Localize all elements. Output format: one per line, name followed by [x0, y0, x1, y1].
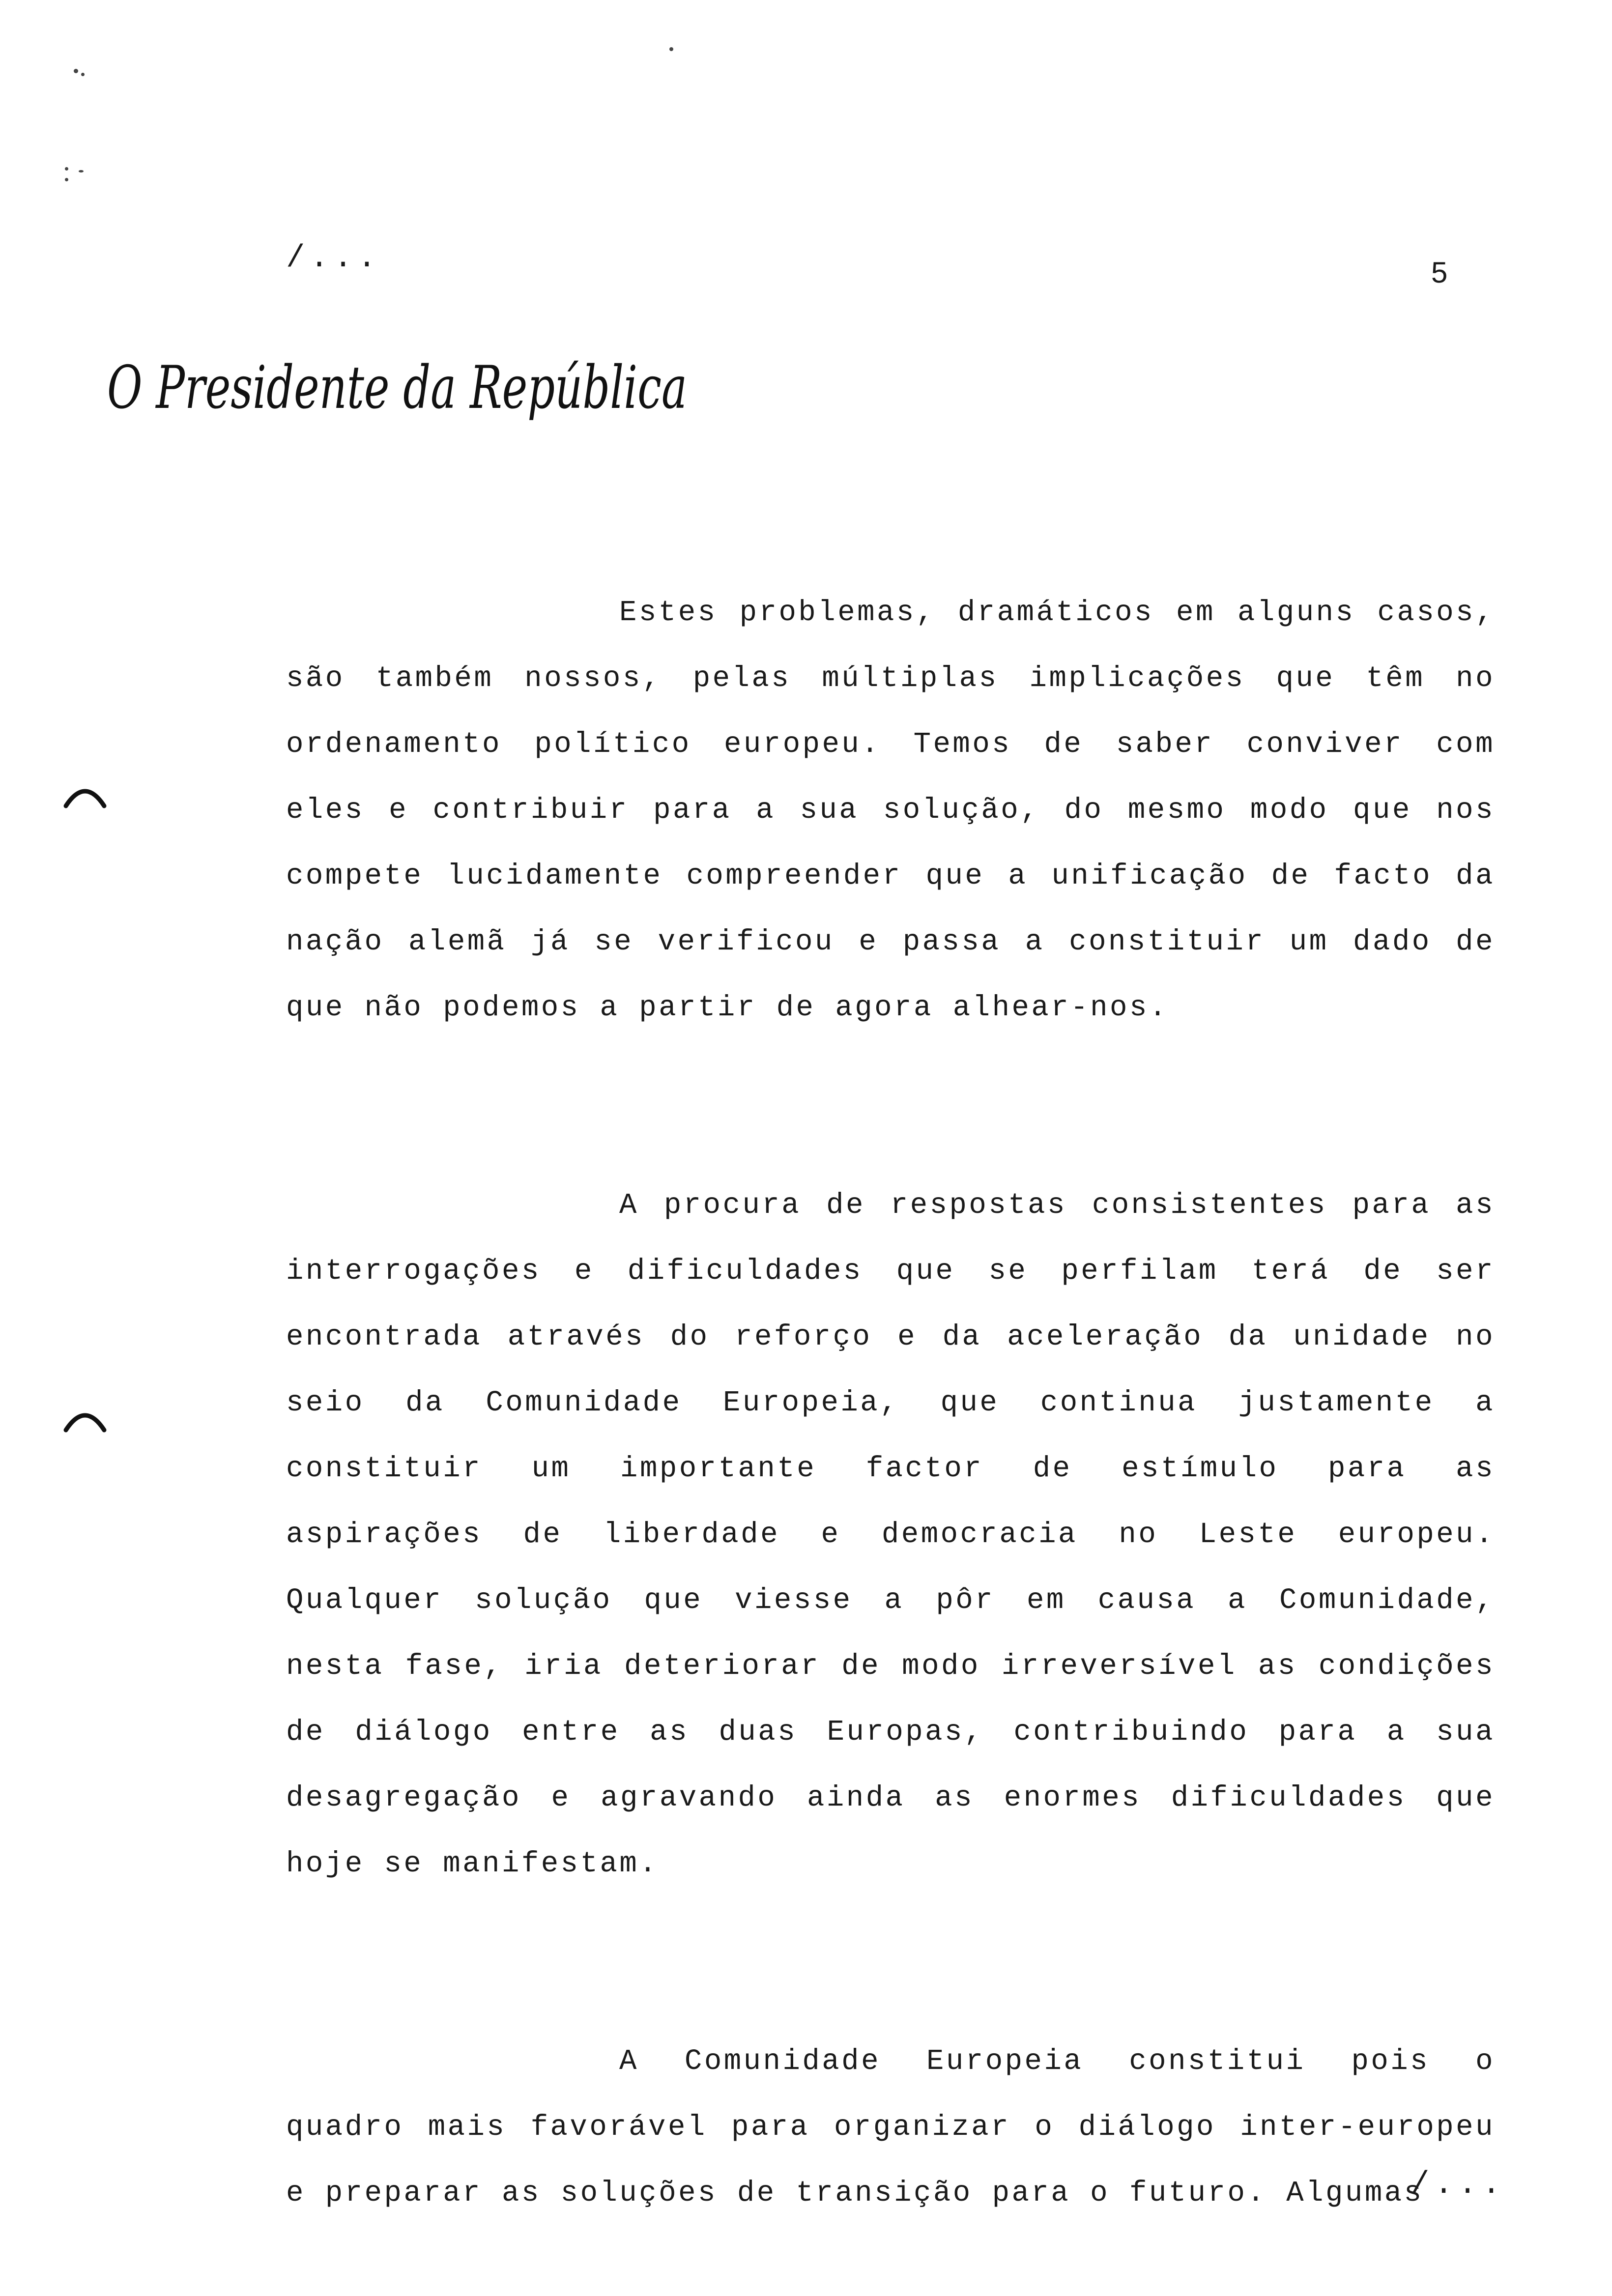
scan-speck [74, 69, 78, 73]
document-body [286, 580, 1495, 2226]
paragraph: A Comunidade Europeia constitui pois o quadro mais favorável para organizar o diálogo inter-europeu e preparar as soluções de transição para o futuro. Algumas [286, 2045, 1495, 2210]
scan-speck [669, 47, 673, 51]
page-number: 5 [1431, 256, 1448, 289]
paragraph: A procura de respostas consistentes para as interrogações e dificuldades que se perfilam terá de ser encontrada através do reforço e da aceleração da unidade no seio da Comunidade Europeia, que continua justamente a constituir um importante factor de estímulo para as aspirações de liberdade e democracia no Leste europeu. Qualquer solução que viesse a pôr em causa a Comunidade, nesta fase, iria deteriorar de modo irreversível as condições de diálogo entre as duas Europas, contribuindo para a sua desagregação e agravando ainda as enormes dificuldades que hoje se manifestam. [286, 1189, 1495, 1880]
scan-speck [65, 178, 68, 181]
continuation-mark-top: /... [286, 241, 381, 276]
punch-hole-mark [63, 781, 107, 811]
scan-speck [79, 170, 84, 172]
paragraph: Estes problemas, dramáticos em alguns casos, são também nossos, pelas múltiplas implicações que têm no ordenamento político europeu. Temos de saber conviver com eles e contribuir para a sua solução, do mesmo modo que nos compete lucidamente compreender que a unificação de facto da nação alemã já se verificou e passa a constituir um dado de que não podemos a partir de agora alhear-nos. [286, 596, 1495, 1024]
scan-speck [65, 167, 68, 171]
letterhead-text: O Presidente da República [107, 354, 687, 422]
punch-hole-mark [63, 1406, 107, 1435]
continuation-mark-bottom: /... [1410, 2167, 1506, 2203]
letterhead-seal [107, 344, 697, 442]
scan-speck [81, 73, 85, 76]
